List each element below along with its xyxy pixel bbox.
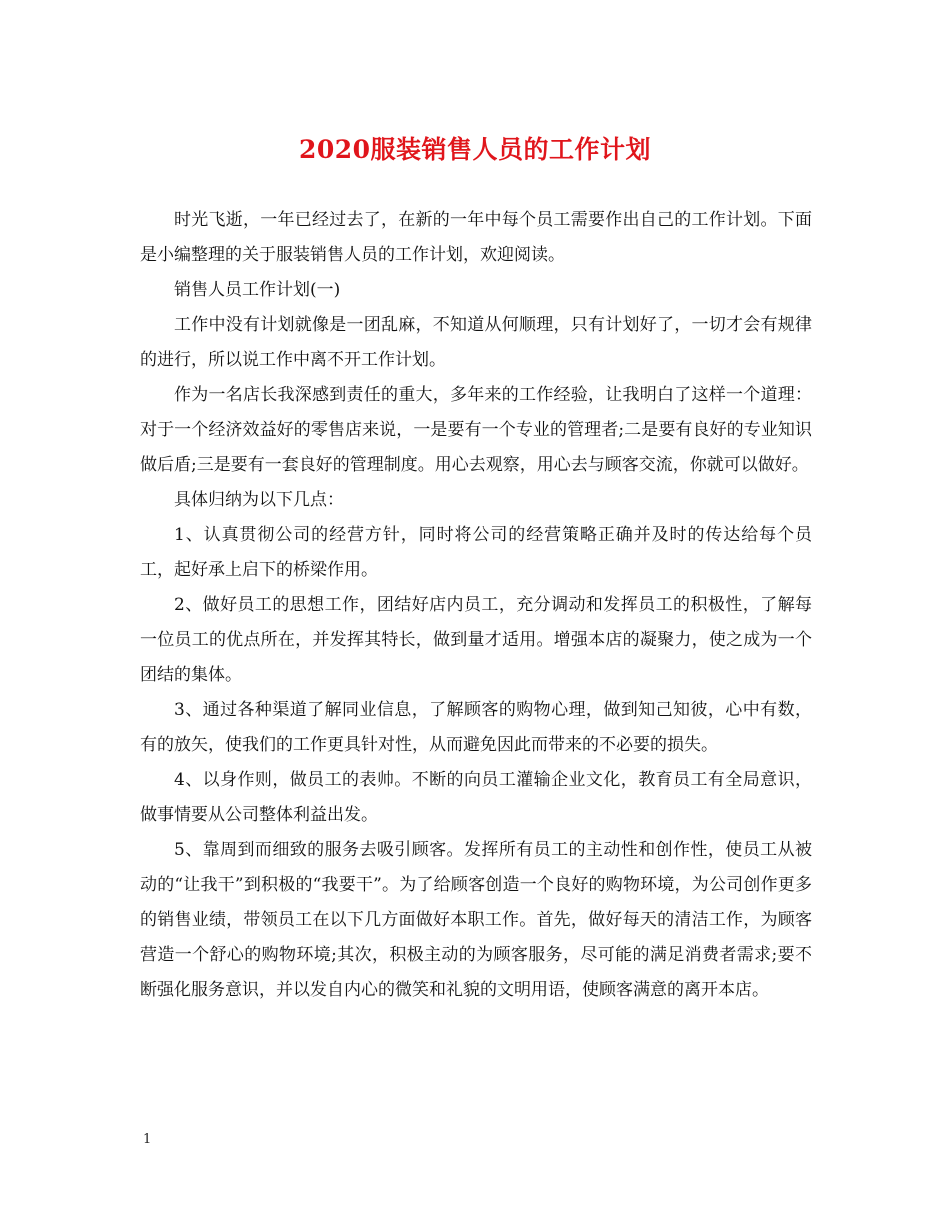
document-body xyxy=(140,203,812,1008)
list-item: 5、靠周到而细致的服务去吸引顾客。发挥所有员工的主动性和创作性，使员工从被动的“让我干”到积极的“我要干”。为了给顾客创造一个良好的购物环境，为公司创作更多的销售业绩，带领员工在以下几方面做好本职工作。首先，做好每天的清洁工作，为顾客营造一个舒心的购物环境;其次，积极主动的为顾客服务，尽可能的满足消费者需求;要不断强化服务意识，并以发自内心的微笑和礼貌的文明用语，使顾客满意的离开本店。 xyxy=(140,840,812,1000)
list-item: 1、认真贯彻公司的经营方针，同时将公司的经营策略正确并及时的传达给每个员工，起好承上启下的桥梁作用。 xyxy=(140,525,812,580)
paragraph-intro: 时光飞逝，一年已经过去了，在新的一年中每个员工需要作出自己的工作计划。下面是小编整理的关于服装销售人员的工作计划，欢迎阅读。 xyxy=(140,210,812,265)
list-item: 3、通过各种渠道了解同业信息，了解顾客的购物心理，做到知己知彼，心中有数，有的放矢，使我们的工作更具针对性，从而避免因此而带来的不必要的损失。 xyxy=(140,700,812,755)
paragraph: 工作中没有计划就像是一团乱麻，不知道从何顺理，只有计划好了，一切才会有规律的进行，所以说工作中离不开工作计划。 xyxy=(140,315,812,370)
paragraph: 作为一名店长我深感到责任的重大，多年来的工作经验，让我明白了这样一个道理：对于一个经济效益好的零售店来说，一是要有一个专业的管理者;二是要有良好的专业知识做后盾;三是要有一套良好的管理制度。用心去观察，用心去与顾客交流，你就可以做好。 xyxy=(140,385,812,475)
document-title: 2020服装销售人员的工作计划 xyxy=(298,135,652,164)
list-item: 4、以身作则，做员工的表帅。不断的向员工灌输企业文化，教育员工有全局意识，做事情要从公司整体利益出发。 xyxy=(140,770,812,825)
list-item: 2、做好员工的思想工作，团结好店内员工，充分调动和发挥员工的积极性，了解每一位员工的优点所在，并发挥其特长，做到量才适用。增强本店的凝聚力，使之成为一个团结的集体。 xyxy=(140,595,812,685)
section-heading: 销售人员工作计划(一) xyxy=(174,280,341,300)
page-number: 1 xyxy=(143,1132,152,1147)
paragraph: 具体归纳为以下几点： xyxy=(174,490,344,510)
